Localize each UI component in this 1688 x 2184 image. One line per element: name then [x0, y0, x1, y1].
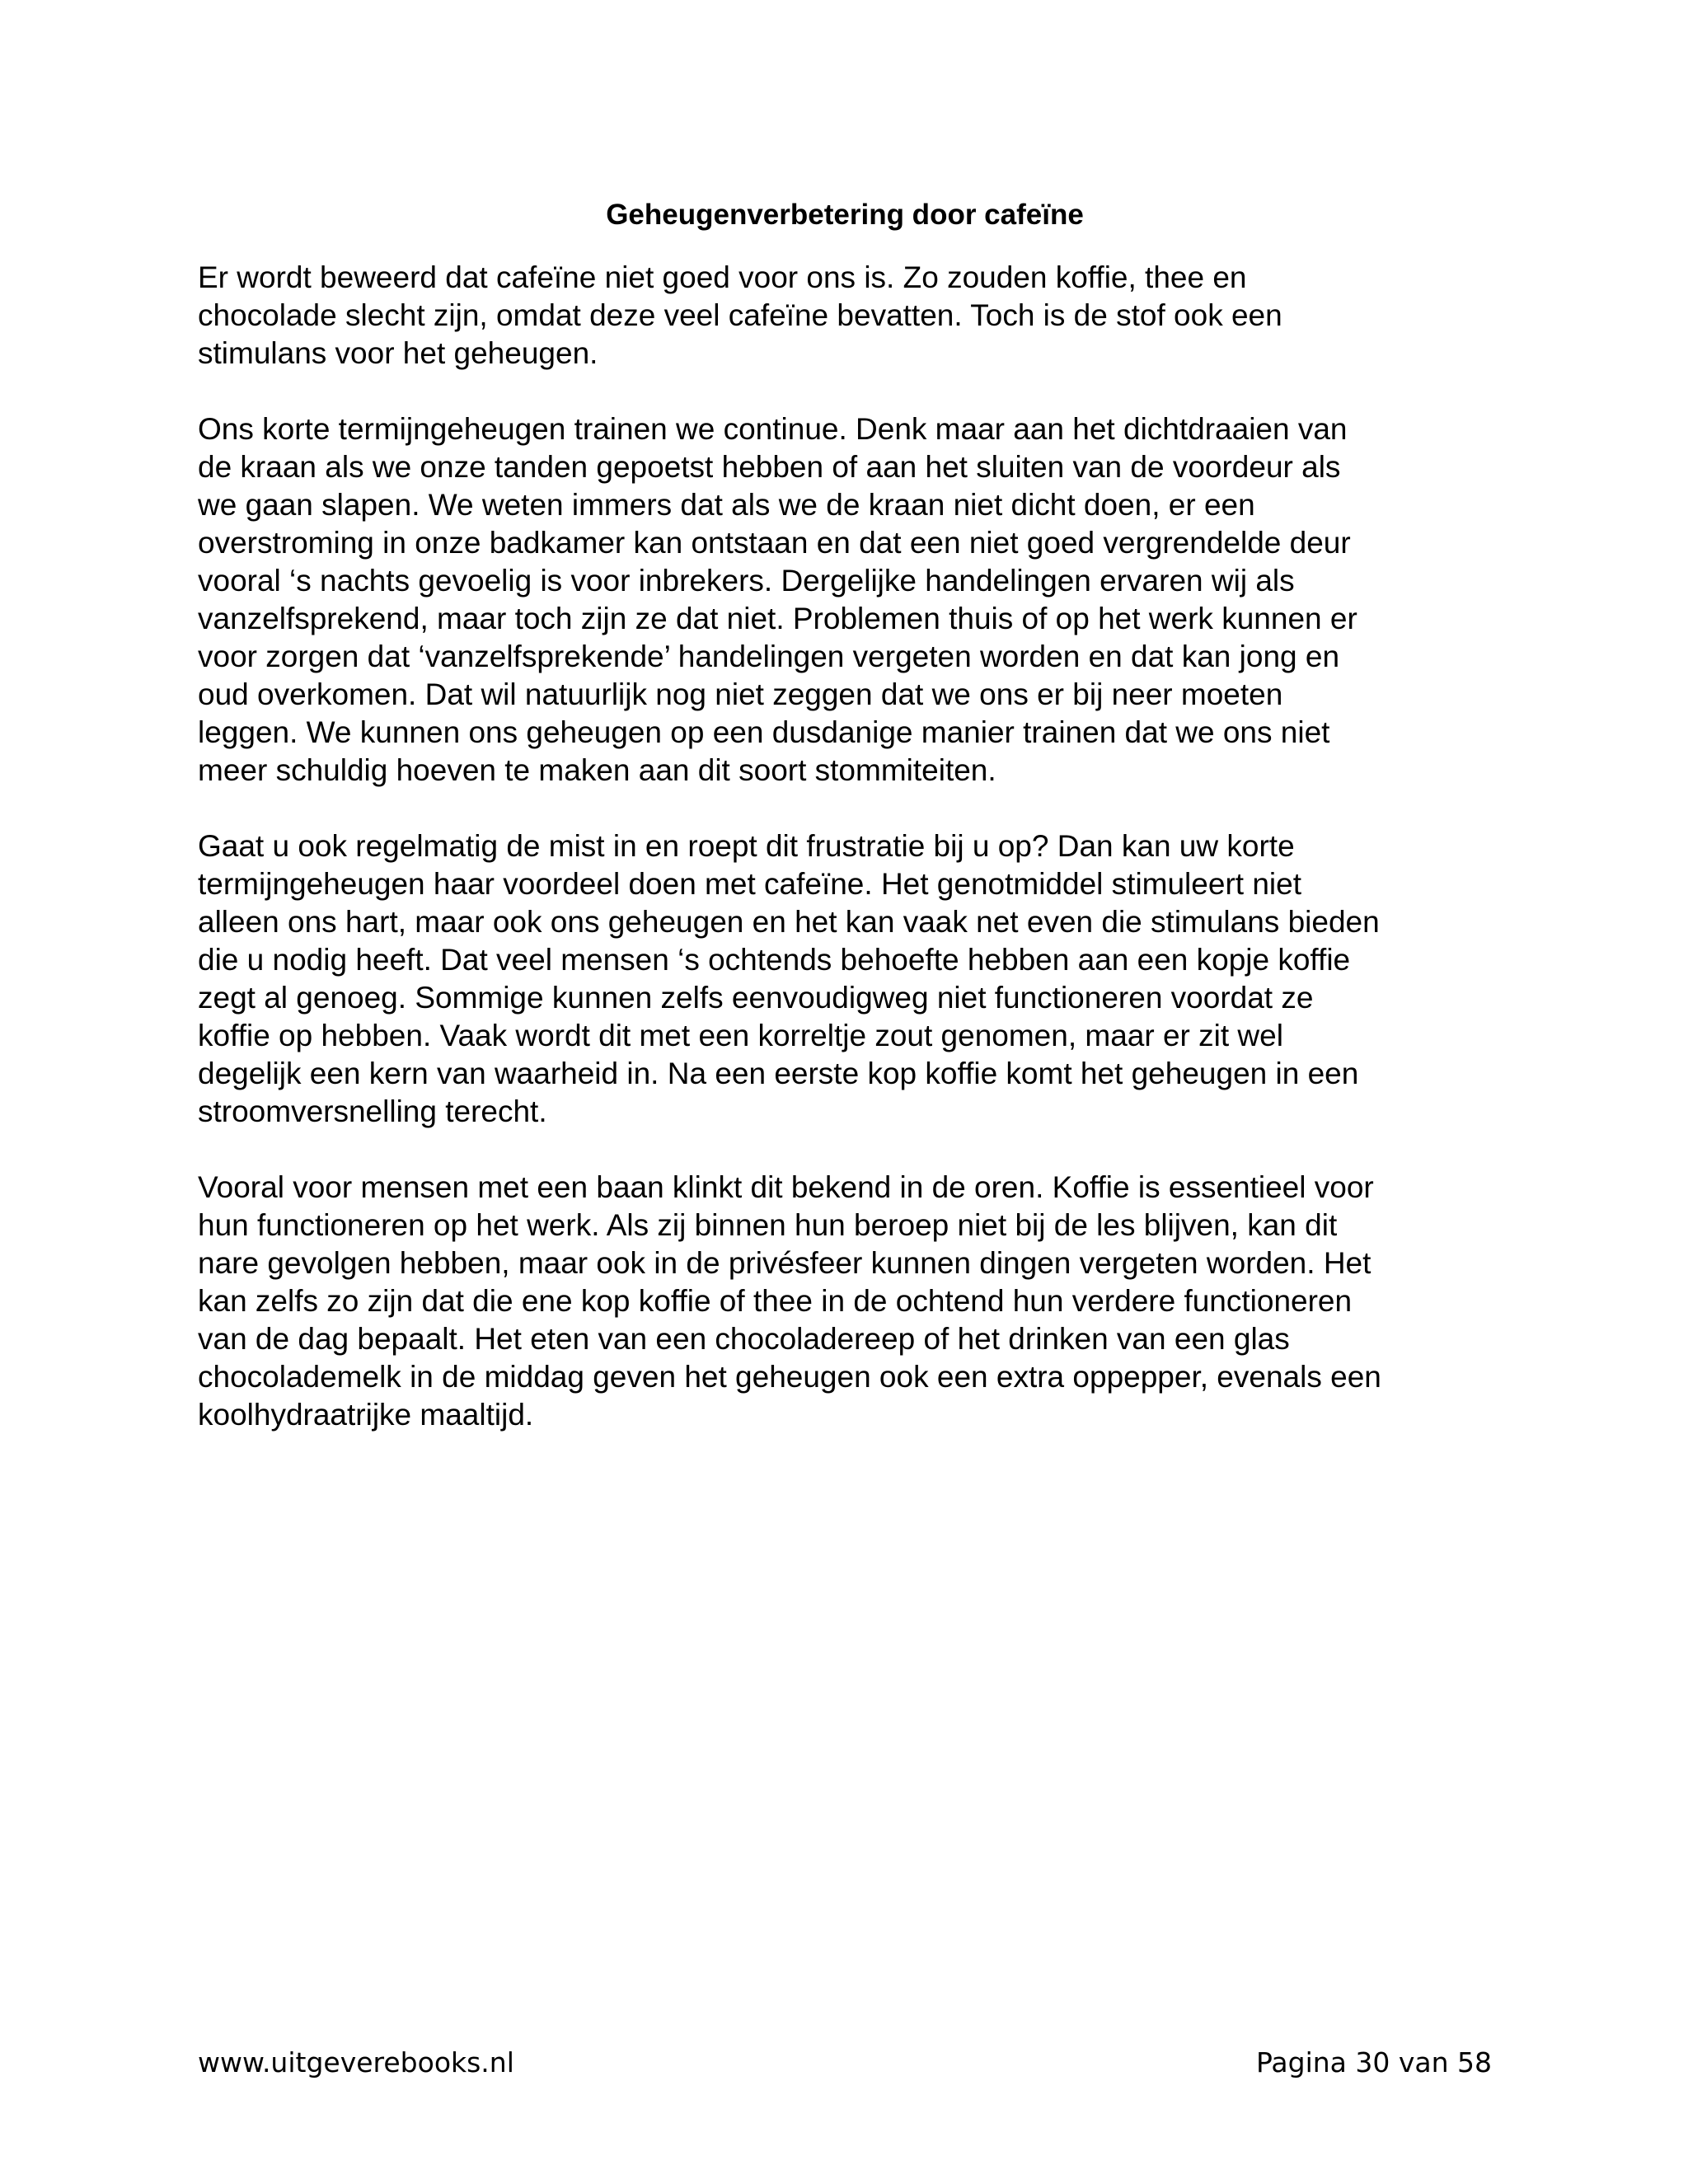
text-line: koffie op hebben. Vaak wordt dit met een korreltje zout genomen, maar er zit wel	[198, 1019, 1283, 1052]
text-line: degelijk een kern van waarheid in. Na een eerste kop koffie komt het geheugen in een	[198, 1057, 1359, 1090]
text-line: die u nodig heeft. Dat veel mensen ‘s ochtends behoefte hebben aan een kopje koffie	[198, 943, 1351, 977]
text-line: stroomversnelling terecht.	[198, 1094, 547, 1128]
text-line: koolhydraatrijke maaltijd.	[198, 1398, 534, 1432]
page-content	[198, 196, 1492, 1472]
text-line: Gaat u ook regelmatig de mist in en roept dit frustratie bij u op? Dan kan uw korte	[198, 829, 1295, 863]
text-line: oud overkomen. Dat wil natuurlijk nog niet zeggen dat we ons er bij neer moeten	[198, 677, 1283, 711]
text-line: Vooral voor mensen met een baan klinkt dit bekend in de oren. Koffie is essentieel voor	[198, 1170, 1374, 1204]
text-line: nare gevolgen hebben, maar ook in de privésfeer kunnen dingen vergeten worden. Het	[198, 1246, 1372, 1280]
text-line: chocolademelk in de middag geven het geheugen ook een extra oppepper, evenals een	[198, 1360, 1381, 1394]
text-line: alleen ons hart, maar ook ons geheugen en het kan vaak net even die stimulans bieden	[198, 905, 1380, 939]
text-line: voor zorgen dat ‘vanzelfsprekende’ handelingen vergeten worden en dat kan jong en	[198, 640, 1340, 673]
text-line: chocolade slecht zijn, omdat deze veel cafeïne bevatten. Toch is de stof ook een	[198, 298, 1282, 332]
text-line: Er wordt beweerd dat cafeïne niet goed voor ons is. Zo zouden koffie, thee en	[198, 260, 1247, 294]
text-line: vooral ‘s nachts gevoelig is voor inbrekers. Dergelijke handelingen ervaren wij als	[198, 564, 1295, 598]
text-line: vanzelfsprekend, maar toch zijn ze dat niet. Problemen thuis of op het werk kunnen er	[198, 602, 1357, 635]
text-line: meer schuldig hoeven te maken aan dit soort stommiteiten.	[198, 753, 996, 787]
text-line: we gaan slapen. We weten immers dat als we de kraan niet dicht doen, er een	[198, 488, 1255, 522]
website-link[interactable]: www.uitgeverebooks.nl	[198, 2046, 514, 2079]
text-line: hun functioneren op het werk. Als zij binnen hun beroep niet bij de les blijven, kan dit	[198, 1208, 1338, 1242]
text-line: Ons korte termijngeheugen trainen we continue. Denk maar aan het dichtdraaien van	[198, 412, 1348, 446]
text-line: overstroming in onze badkamer kan ontstaan en dat een niet goed vergrendelde deur	[198, 526, 1351, 560]
paragraph-4	[198, 1169, 1492, 1434]
text-line: termijngeheugen haar voordeel doen met cafeïne. Het genotmiddel stimuleert niet	[198, 867, 1301, 901]
text-line: de kraan als we onze tanden gepoetst hebben of aan het sluiten van de voordeur als	[198, 450, 1341, 484]
paragraph-2	[198, 410, 1492, 790]
paragraph-1	[198, 259, 1492, 373]
text-line: zegt al genoeg. Sommige kunnen zelfs eenvoudigweg niet functioneren voordat ze	[198, 981, 1314, 1015]
text-line: leggen. We kunnen ons geheugen op een dusdanige manier trainen dat we ons niet	[198, 715, 1330, 749]
paragraph-3	[198, 827, 1492, 1131]
page-footer	[198, 2044, 1492, 2082]
text-line: kan zelfs zo zijn dat die ene kop koffie of thee in de ochtend hun verdere functioneren	[198, 1284, 1353, 1318]
text-line: stimulans voor het geheugen.	[198, 336, 598, 370]
text-line: van de dag bepaalt. Het eten van een chocoladereep of het drinken van een glas	[198, 1322, 1290, 1356]
page-title: Geheugenverbetering door cafeïne	[606, 199, 1084, 231]
page-number: Pagina 30 van 58	[1255, 2046, 1492, 2079]
